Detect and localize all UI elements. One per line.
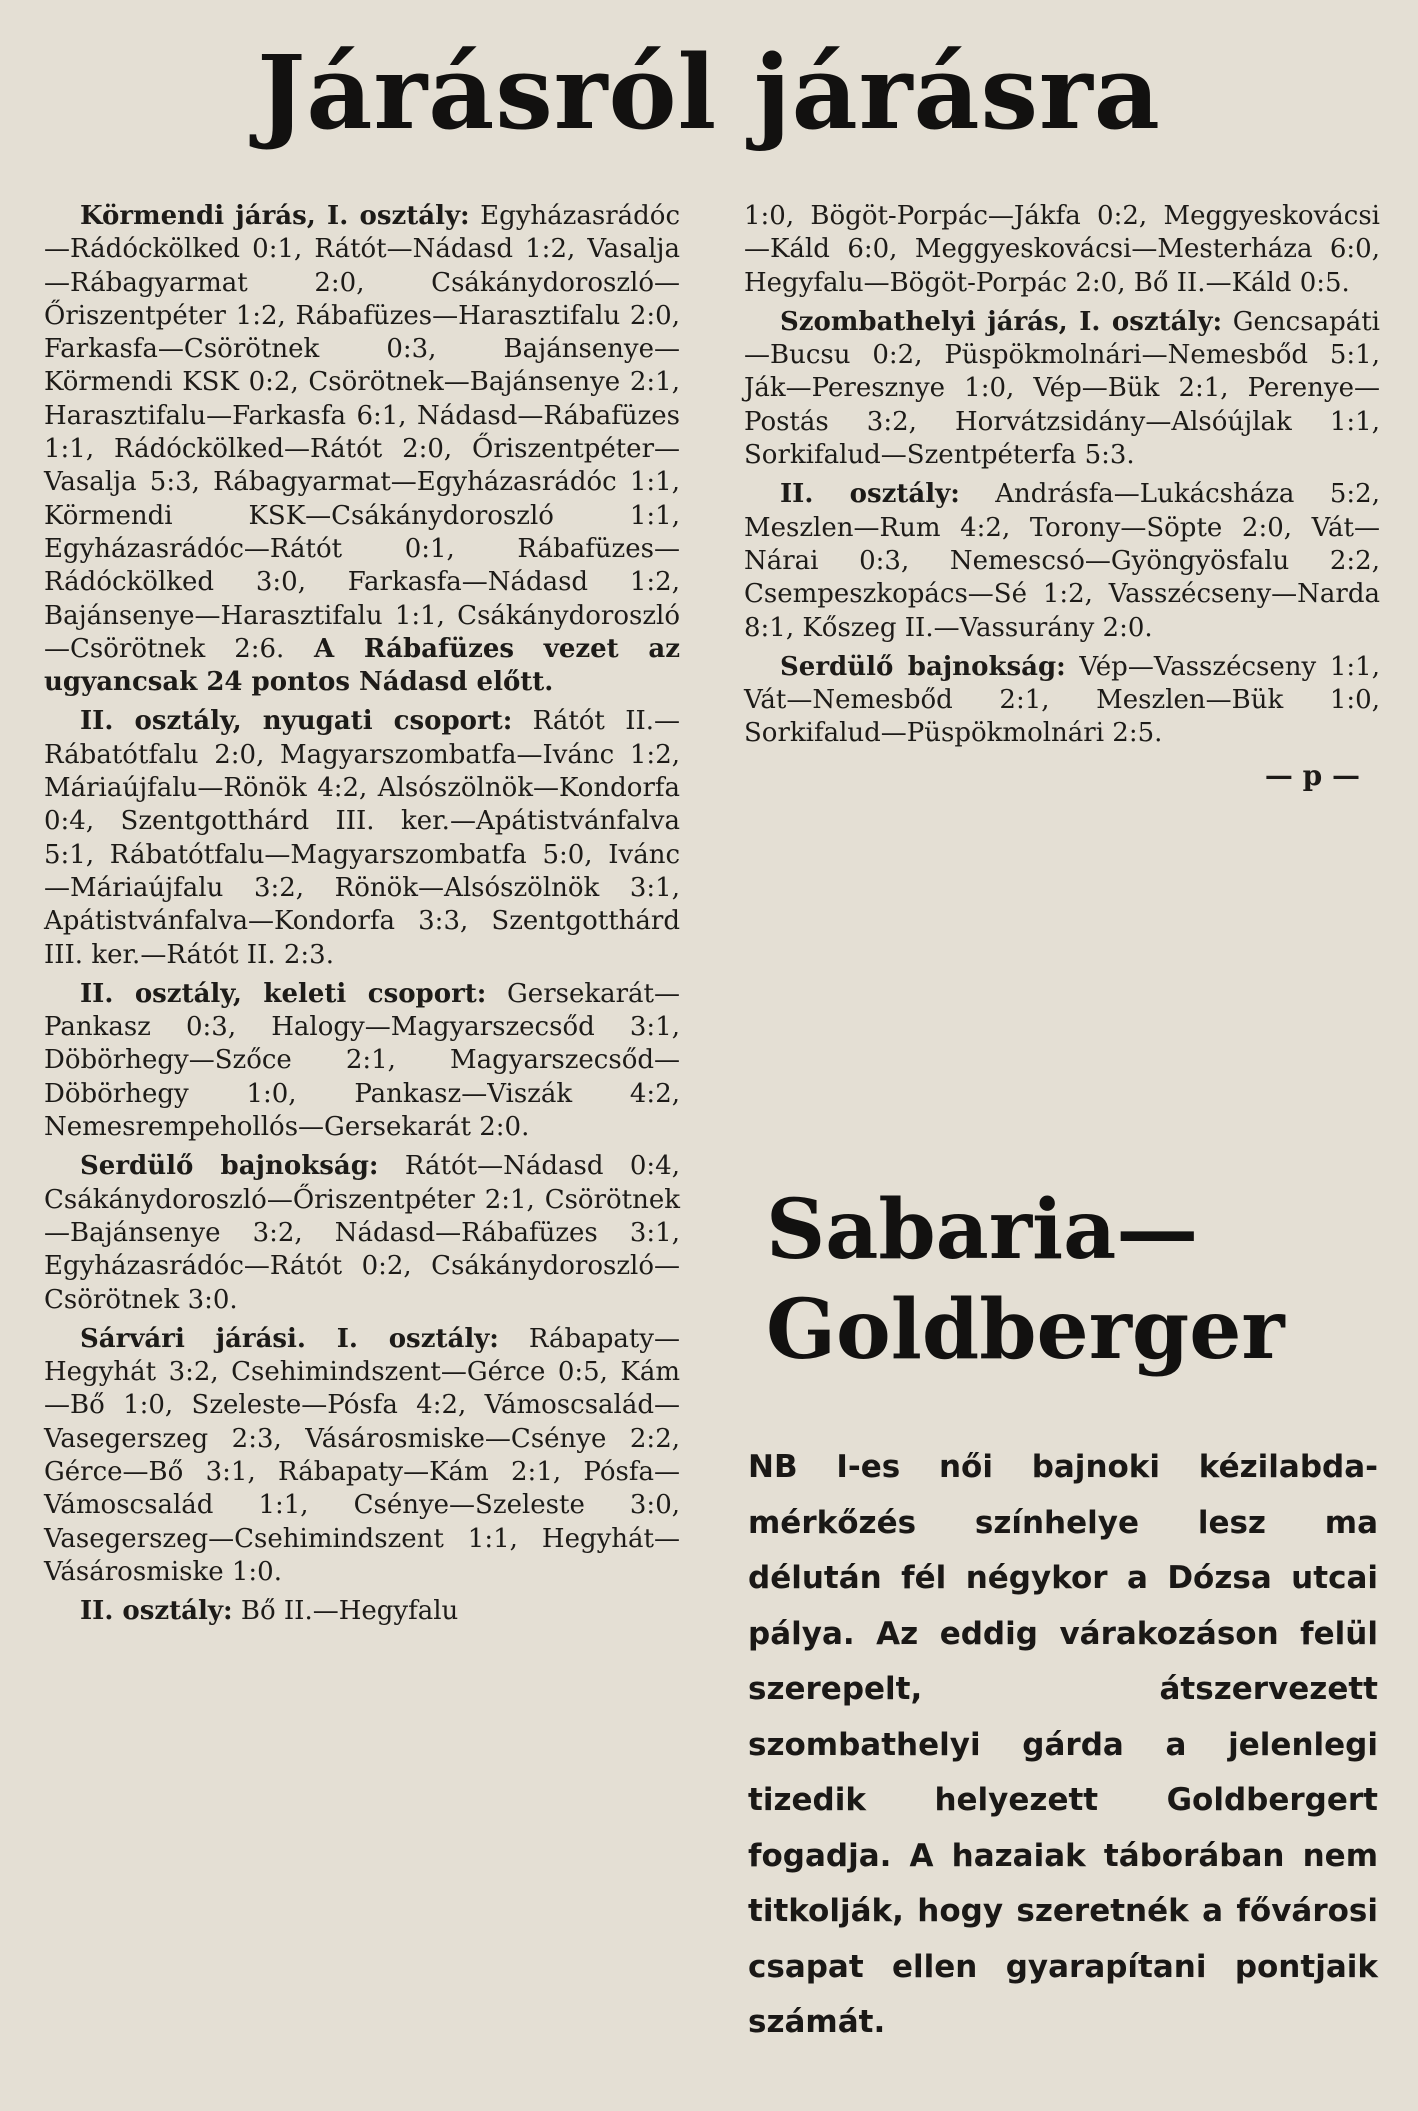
left-column [44,200,680,1634]
paragraph-lead: Serdülő bajnokság: [80,1151,379,1182]
paragraph-lead: Szombathelyi járás, I. osztály: [780,306,1223,337]
paragraph-text: Rátót II.—Rábatótfalu 2:0, Magyarszombatfa—Ivánc 1:2, Máriaújfalu—Rönök 4:2, Alsószölnök—Kondorfa 0:4, Szentgotthárd III. ker.—Apátistvánfalva 5:1, Rábatótfalu—Magyarszombatfa 5:0, Ivánc—Máriaújfalu 3:2, Rönök—Alsószölnök 3:1, Apátistvánfalva—Kondorfa 3:3, Szentgotthárd III. ker.—Rátót II. 2:3. [44,706,680,970]
right-column [744,200,1380,792]
paragraph-lead: Körmendi járás, I. osztály: [80,201,470,231]
paragraph-text: Rátót—Nádasd 0:4, Csákánydoroszló—Őriszentpéter 2:1, Csörötnek—Bajánsenye 3:2, Nádasd—Rábafüzes 3:1, Egyházasrádóc—Rátót 0:2, Csákánydoroszló—Csörötnek 3:0. [44,1151,680,1315]
paragraph-text: Vép—Vasszécseny 1:1, Vát—Nemesbőd 2:1, Meszlen—Bük 1:0, Sorkifalud—Püspökmolnári 2:5. [744,651,1380,749]
paragraph-serdulo-right [744,651,1380,751]
paragraph-sarvari [44,1323,680,1589]
paragraph-szombathelyi-i [744,306,1380,472]
paragraph-lead: Sárvári járási. I. osztály: [80,1323,499,1354]
article-title-line: Sabaria— [766,1182,1199,1278]
author-signature: — p — [1264,758,1360,792]
article-body: NB I-es női bajnoki kézilabda-mérkőzés színhelye lesz ma délután fél négykor a Dózsa utcai pálya. Az eddig várakozáson felül szerepelt, átszervezett szombathelyi gárda a jelenlegi tizedik helyezett Goldbergert fogadja. A hazaiak táborában nem titkolják, hogy szeretnék a fővárosi csapat ellen gyarapítani pontjaik számát. [748,1449,1378,2040]
paragraph-serdulo-left [44,1150,680,1316]
paragraph-sarvari-ii [44,1595,680,1628]
paragraph-text: Bő II.—Hegyfalu [232,1596,459,1627]
paragraph-text: Rábapaty—Hegyhát 3:2, Csehimindszent—Gérce 0:5, Kám—Bő 1:0, Szeleste—Pósfa 4:2, Vámoscsalád—Vasegerszeg 2:3, Vásárosmiske—Csénye 2:2, Gérce—Bő 3:1, Rábapaty—Kám 2:1, Pósfa—Vámoscsalád 1:1, Csénye—Szeleste 3:0, Vasegerszeg—Csehimindszent 1:1, Hegyhát—Vásárosmiske 1:0. [44,1323,680,1587]
paragraph-text: Gersekarát—Pankasz 0:3, Halogy—Magyarszecsőd 3:1, Döbörhegy—Szőce 2:1, Magyarszecsőd—Döbörhegy 1:0, Pankasz—Viszák 4:2, Nemesrempehollós—Gersekarát 2:0. [44,978,680,1143]
paragraph-text: Andrásfa—Lukácsháza 5:2, Meszlen—Rum 4:2, Torony—Söpte 2:0, Vát—Nárai 0:3, Nemescsó—Gyöngyösfalu 2:2, Csempeszkopács—Sé 1:2, Vasszécseny—Narda 8:1, Kőszeg II.—Vassurány 2:0. [744,479,1380,643]
headline: Járásról járásra [257,33,1161,153]
article-title [766,1180,1366,1380]
paragraph-lead: II. osztály: [780,479,960,510]
paragraph-tail: A Rábafüzes vezet az ugyancsak 24 pontos Nádasd előtt. [44,633,680,698]
paragraph-nyugati [44,705,680,971]
paragraph-continued [744,200,1380,300]
paragraph-lead: Serdülő bajnokság: [780,651,1066,682]
article-title-line: Goldberger [766,1282,1285,1378]
paragraph-text: Egyházasrádóc—Rádóckölked 0:1, Rátót—Nádasd 1:2, Vasalja—Rábagyarmat 2:0, Csákánydoroszló—Őriszentpéter 1:2, Rábafüzes—Harasztifalu 2:0, Farkasfa—Csörötnek 0:3, Bajánsenye—Körmendi KSK 0:2, Csörötnek—Bajánsenye 2:1, Harasztifalu—Farkasfa 6:1, Nádasd—Rábafüzes 1:1, Rádóckölked—Rátót 2:0, Őriszentpéter—Vasalja 5:3, Rábagyarmat—Egyházasrádóc 1:1, Körmendi KSK—Csákánydoroszló 1:1, Egyházasrádóc—Rátót 0:1, Rábafüzes—Rádóckölked 3:0, Farkasfa—Nádasd 1:2, Bajánsenye—Harasztifalu 1:1, Csákánydoroszló—Csörötnek 2:6. [44,201,681,664]
paragraph-lead: II. osztály, nyugati csoport: [80,706,513,737]
paragraph-lead: II. osztály: [80,1596,233,1627]
paragraph-kormendi-i [44,200,680,699]
paragraph-lead: II. osztály, keleti csoport: [80,978,487,1009]
paragraph-text: Gencsapáti—Bucsu 0:2, Püspökmolnári—Nemesbőd 5:1, Ják—Peresznye 1:0, Vép—Bük 2:1, Perenye—Postás 3:2, Horvátzsidány—Alsóújlak 1:1, Sorkifalud—Szentpéterfa 5:3. [744,306,1380,471]
paragraph-szombathelyi-ii [744,478,1380,644]
paragraph-keleti [44,978,680,1144]
paragraph-text: 1:0, Bögöt-Porpác—Jákfa 0:2, Meggyeskovácsi—Káld 6:0, Meggyeskovácsi—Mesterháza 6:0, Hegyfalu—Bögöt-Porpác 2:0, Bő II.—Káld 0:5. [744,201,1380,298]
